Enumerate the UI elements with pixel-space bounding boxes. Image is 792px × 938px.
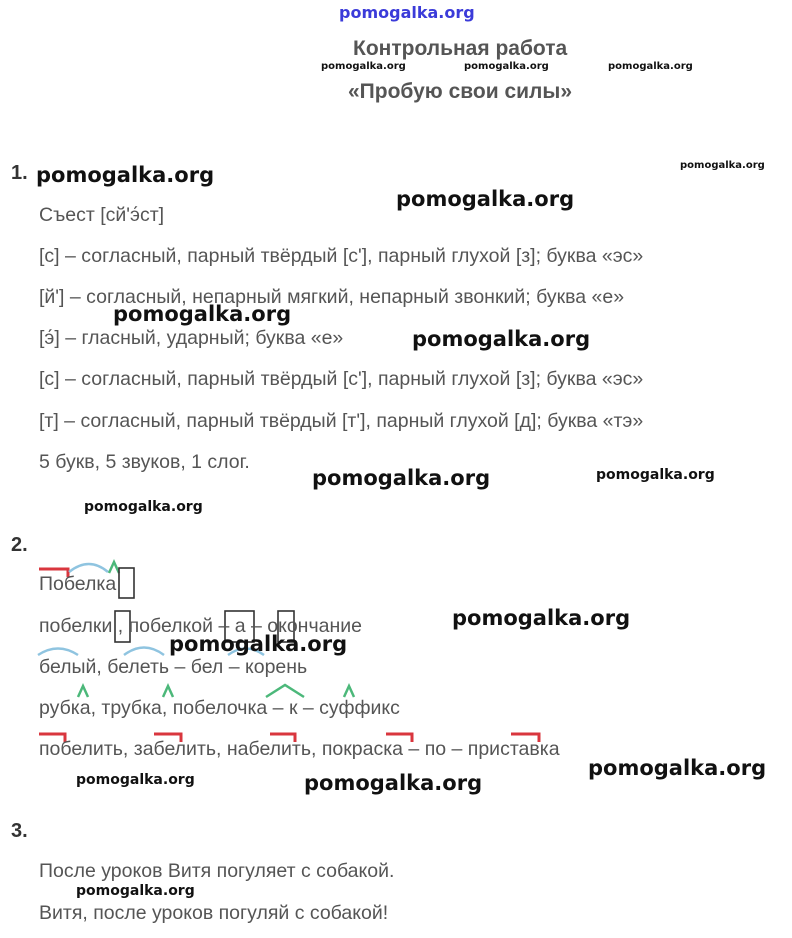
watermark: pomogalka.org xyxy=(452,606,631,630)
watermark: pomogalka.org xyxy=(76,772,195,788)
watermark: pomogalka.org xyxy=(588,756,767,780)
root-arc xyxy=(124,648,164,656)
watermark: pomogalka.org xyxy=(464,61,549,72)
watermark: pomogalka.org xyxy=(84,499,203,515)
watermark: pomogalka.org xyxy=(113,302,292,326)
root-arc xyxy=(69,564,108,572)
task-1-number: 1. xyxy=(11,162,28,184)
watermark: pomogalka.org xyxy=(321,61,406,72)
task-2-number: 2. xyxy=(11,534,28,556)
suffix-mark xyxy=(266,685,304,697)
task-1-line: [й'] – согласный, непарный мягкий, непарный звонкий; буква «е» xyxy=(39,286,625,308)
suffix-mark xyxy=(109,562,119,573)
watermark: pomogalka.org xyxy=(608,61,693,72)
watermark: pomogalka.org xyxy=(76,883,195,899)
watermark: pomogalka.org xyxy=(169,632,348,656)
task-3-line: После уроков Витя погуляет с собакой. xyxy=(39,860,395,882)
watermark: pomogalka.org xyxy=(680,160,765,171)
suffix-mark xyxy=(344,686,354,697)
watermark: pomogalka.org xyxy=(36,163,215,187)
watermark: pomogalka.org xyxy=(596,467,715,483)
watermark: pomogalka.org xyxy=(312,466,491,490)
task-2-line: побелки , побелкой – а – окончание xyxy=(39,615,362,637)
task-2-line: Побелка xyxy=(39,573,117,595)
site-watermark-top: pomogalka.org xyxy=(339,3,475,22)
task-3-line: Витя, после уроков погуляй с собакой! xyxy=(39,902,389,924)
task-2-line: побелить, забелить, набелить, покраска – по – приставка xyxy=(39,738,560,760)
task-2-line: рубка, трубка, побелочка – к – суффикс xyxy=(39,697,400,719)
watermark: pomogalka.org xyxy=(304,771,483,795)
watermark: pomogalka.org xyxy=(412,327,591,351)
page-subtitle: «Пробую свои силы» xyxy=(348,80,572,103)
suffix-mark xyxy=(163,686,173,697)
suffix-mark xyxy=(78,686,88,697)
task-1-line: [с] – согласный, парный твёрдый [с'], парный глухой [з]; буква «эс» xyxy=(39,368,644,390)
task-2-line: белый, белеть – бел – корень xyxy=(39,656,308,678)
task-1-line: [т] – согласный, парный твёрдый [т'], парный глухой [д]; буква «тэ» xyxy=(39,410,644,432)
page-title: Контрольная работа xyxy=(353,37,568,60)
task-1-line: 5 букв, 5 звуков, 1 слог. xyxy=(39,451,250,473)
task-1-line: Съест [сй'э́ст] xyxy=(39,204,165,226)
ending-box xyxy=(119,568,134,598)
root-arc xyxy=(38,649,78,656)
watermark: pomogalka.org xyxy=(396,187,575,211)
task-3-number: 3. xyxy=(11,820,28,842)
task-1-line: [э́] – гласный, ударный; буква «е» xyxy=(39,327,344,349)
task-1-line: [с] – согласный, парный твёрдый [с'], парный глухой [з]; буква «эс» xyxy=(39,245,644,267)
